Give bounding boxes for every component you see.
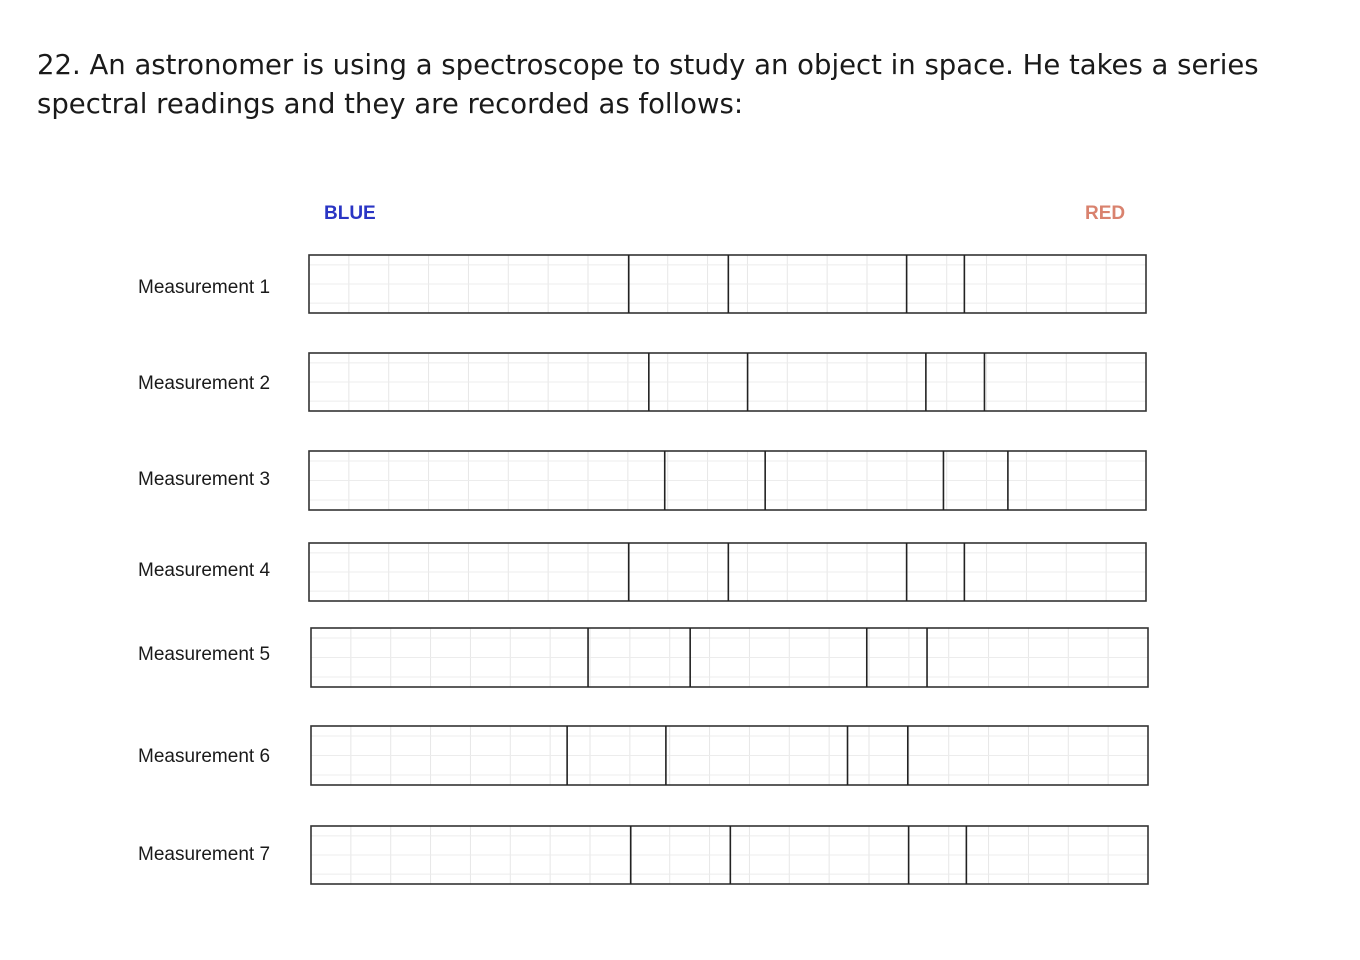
blue-end-label: BLUE xyxy=(324,203,376,224)
question-text: 22. An astronomer is using a spectroscope to study an object in space. He takes a series spectral readings and they are recorded as follows: xyxy=(37,49,1259,120)
spectrum-bar-5 xyxy=(311,628,1148,687)
spectrum-bar-2 xyxy=(309,353,1146,411)
measurement-4-label: Measurement 4 xyxy=(138,560,271,581)
measurement-3-label: Measurement 3 xyxy=(138,469,271,490)
measurement-2-label: Measurement 2 xyxy=(138,373,271,394)
measurement-7-label: Measurement 7 xyxy=(138,844,271,865)
spectrum-bar-1 xyxy=(309,255,1146,313)
measurement-6-label: Measurement 6 xyxy=(138,746,271,767)
measurement-5-label: Measurement 5 xyxy=(138,644,271,665)
measurement-1-label: Measurement 1 xyxy=(138,277,271,298)
spectrum-bar-3 xyxy=(309,451,1146,510)
spectrum-bar-7 xyxy=(311,826,1148,884)
spectrum-bar-4 xyxy=(309,543,1146,601)
spectrum-bar-6 xyxy=(311,726,1148,785)
red-end-label: RED xyxy=(1085,203,1126,224)
